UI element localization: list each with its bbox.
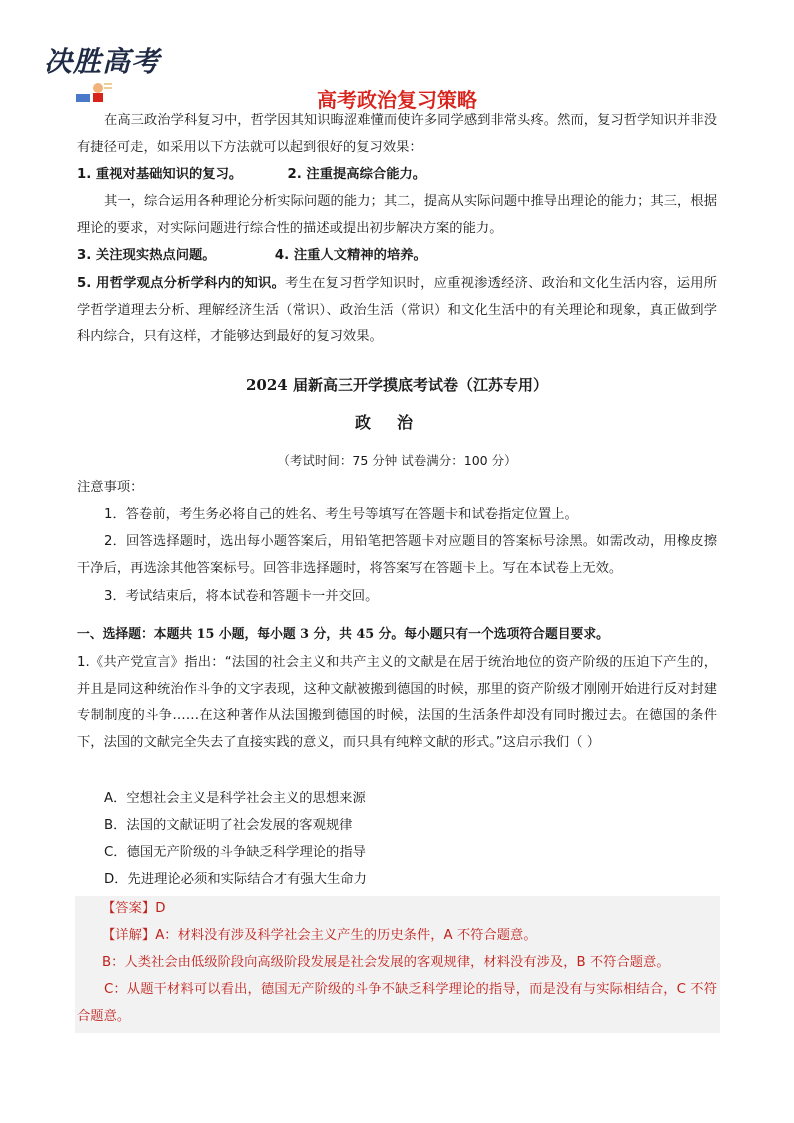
method-row-1-2 [77, 162, 717, 189]
option-d: D．先进理论必须和实际结合才有强大生命力 [104, 872, 367, 887]
strategy-intro: 在高三政治学科复习中，哲学因其知识晦涩难懂而使许多同学感到非常头疼。然而，复习哲学知识并非没有捷径可走，如采用以下方法就可以起到很好的复习效果： [77, 113, 717, 155]
exam-title: 2024 届新高三开学摸底考试卷（江苏专用） [246, 376, 548, 394]
answer-value: D [155, 901, 166, 916]
detail-c: C：从题干材料可以看出，德国无产阶级的斗争不缺乏科学理论的指导，而是没有与实际相结合，C 不符合题意。 [77, 982, 717, 1024]
method-3: 3. 关注现实热点问题。 [77, 248, 216, 263]
answer-label: 【答案】 [102, 901, 156, 916]
detail-label: 【详解】 [102, 928, 156, 943]
method-5 [77, 271, 717, 351]
detail-a: 【详解】A：材料没有涉及科学社会主义产生的历史条件，A 不符合题意。 [102, 928, 537, 943]
notice-item: 2．回答选择题时，选出每小题答案后，用铅笔把答题卡对应题目的答案标号涂黑。如需改动，用橡皮擦干净后，再选涂其他答案标号。回答非选择题时，将答案写在答题卡上。写在本试卷上无效。 [77, 534, 717, 576]
method-5-label: 5. 用哲学观点分析学科内的知识。 [77, 276, 286, 291]
question-stem: 1.《共产党宣言》指出：“法国的社会主义和共产主义的文献是在居于统治地位的资产阶级的压迫下产生的，并且是同这种统治作斗争的文字表现，这种文献被搬到德国的时候，那里的资产阶级才刚刚开始进行反对封建专制制度的斗争……在这种著作从法国搬到德国的时候，法国的生活条件却没有同时搬过去。在德国的条件下，法国的文献完全失去了直接实践的意义，而只具有纯粹文献的形式。”这启示我们（ ） [77, 655, 717, 750]
method-4: 4. 注重人文精神的培养。 [274, 248, 427, 263]
option-c: C．德国无产阶级的斗争缺乏科学理论的指导 [104, 845, 366, 860]
method-row-3-4 [77, 243, 717, 270]
notice-item: 3．考试结束后，将本试卷和答题卡一并交回。 [104, 589, 379, 604]
section-heading: 一、选择题：本题共 15 小题，每小题 3 分，共 45 分。每小题只有一个选项符合题目要求。 [77, 627, 609, 642]
notice-item: 1．答卷前，考生务必将自己的姓名、考生号等填写在答题卡和试卷指定位置上。 [104, 507, 578, 522]
exam-time-info: （考试时间：75 分钟 试卷满分：100 分） [277, 453, 517, 468]
method-1: 1. 重视对基础知识的复习。 [77, 167, 243, 182]
method-5-text: 考生在复习哲学知识时，应重视渗透经济、政治和文化生活内容，运用所学哲学道理去分析、理解经济生活（常识）、政治生活（常识）和文化生活中的有关理论和现象，真正做到学科内综合，只有这样，才能够达到最好的复习效果。 [77, 276, 717, 345]
logo-text: 决胜高考 [44, 45, 161, 78]
method-2-detail: 其一，综合运用各种理论分析实际问题的能力；其二，提高从实际问题中推导出理论的能力；其三，根据理论的要求，对实际问题进行综合性的描述或提出初步解决方案的能力。 [77, 194, 717, 236]
method-2: 2. 注重提高综合能力。 [287, 167, 427, 182]
notice-heading: 注意事项： [77, 480, 144, 495]
option-b: B．法国的文献证明了社会发展的客观规律 [104, 818, 353, 833]
exam-subject: 政治 [354, 413, 439, 432]
strategy-title: 高考政治复习策略 [317, 88, 477, 112]
answer-line [77, 896, 742, 923]
detail-b: B：人类社会由低级阶段向高级阶段发展是社会发展的客观规律，材料没有涉及，B 不符合题意。 [102, 955, 670, 970]
option-a: A．空想社会主义是科学社会主义的思想来源 [104, 791, 366, 806]
